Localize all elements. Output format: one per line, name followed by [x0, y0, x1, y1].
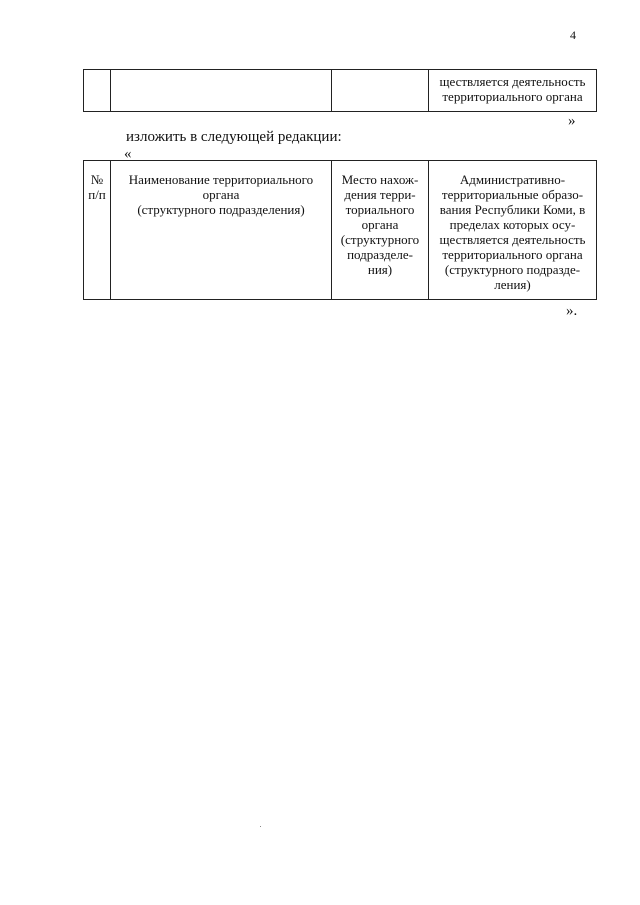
- closing-quote: »: [568, 113, 576, 129]
- header-line: ления): [494, 277, 531, 292]
- cell-line: ществляется деятельность: [439, 74, 586, 89]
- cell-name: [111, 70, 332, 112]
- header-table: [83, 160, 597, 300]
- table-row: [84, 70, 597, 112]
- header-line: подразделе-: [347, 247, 413, 262]
- header-line: ния): [367, 262, 393, 277]
- cell-place: [332, 70, 429, 112]
- header-line: Наименование территориального: [128, 172, 314, 187]
- cell-line: территориального органа: [442, 89, 583, 104]
- opening-quote: «: [124, 146, 132, 162]
- header-line: территориального органа: [442, 247, 583, 262]
- header-admin-territories: [429, 161, 597, 300]
- page-number: 4: [570, 28, 576, 42]
- header-location: [332, 161, 429, 300]
- header-name: [111, 161, 332, 300]
- previous-table-fragment: [83, 69, 597, 112]
- header-line: ториального: [345, 202, 415, 217]
- header-line: (структурного подразделения): [137, 202, 305, 217]
- header-line: дения терри-: [344, 187, 416, 202]
- cell-admin: [429, 70, 597, 112]
- header-line: п/п: [88, 187, 106, 202]
- header-line: органа: [361, 217, 399, 232]
- header-line: (структурного: [340, 232, 420, 247]
- header-number: [84, 161, 111, 300]
- header-line: (структурного подразде-: [444, 262, 581, 277]
- header-line: Место нахож-: [341, 172, 419, 187]
- table-header-row: [84, 161, 597, 300]
- header-line: Административно-: [459, 172, 566, 187]
- header-line: территориальные образо-: [441, 187, 584, 202]
- header-line: №: [90, 172, 104, 187]
- header-line: вания Республики Коми, в: [439, 202, 586, 217]
- header-line: ществляется деятельность: [439, 232, 586, 247]
- header-line: органа: [202, 187, 240, 202]
- header-line: пределах которых осу-: [449, 217, 576, 232]
- scan-speck: [260, 826, 261, 827]
- amendment-intro-text: изложить в следующей редакции:: [126, 129, 342, 145]
- cell-number: [84, 70, 111, 112]
- closing-quote-with-period: ».: [566, 303, 578, 319]
